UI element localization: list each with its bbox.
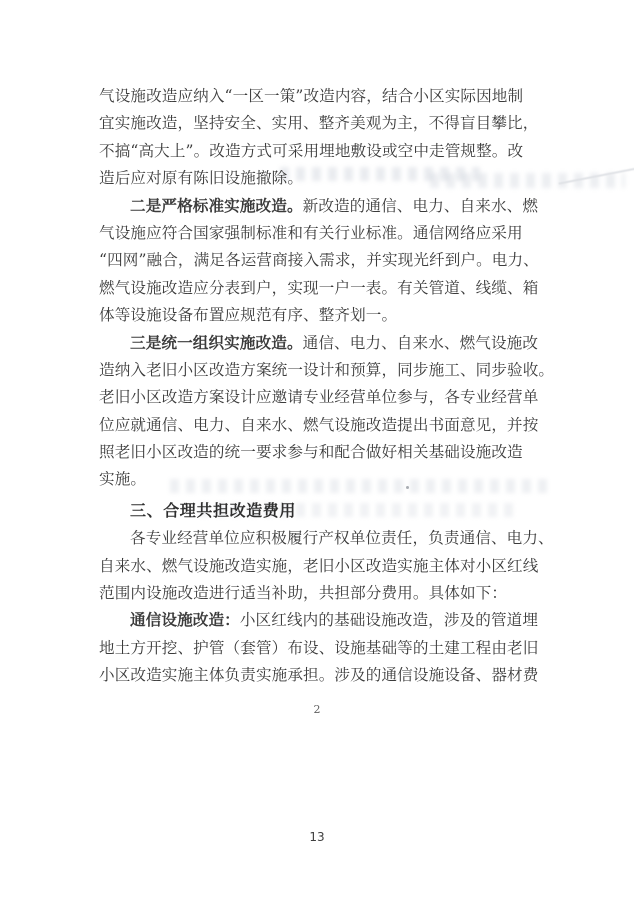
line-text: 新改造的通信、电力、自来水、燃 xyxy=(302,196,539,215)
line-text: “四网”融合，满足各运营商接入需求，并实现光纤到户。电力、 xyxy=(99,251,539,270)
line-text: 范围内设施改造进行适当补助，共担部分费用。具体如下： xyxy=(99,584,508,603)
body-line xyxy=(99,329,559,356)
line-text: 各专业经营单位应积极履行产权单位责任，负责通信、电力、 xyxy=(130,529,554,548)
body-line xyxy=(99,109,559,136)
body-line xyxy=(99,246,559,273)
body-line xyxy=(99,383,559,410)
body-line xyxy=(99,301,559,328)
body-line xyxy=(99,524,559,551)
body-line xyxy=(99,164,559,191)
body-line xyxy=(99,411,559,438)
line-text: 气设施改造应纳入“一区一策”改造内容，结合小区实际因地制 xyxy=(99,87,524,105)
bold-lead: 二是严格标准实施改造。 xyxy=(130,195,303,215)
body-line xyxy=(99,356,559,383)
line-text: 地土方开挖、护管（套管）布设、设施基础等的土建工程由老旧 xyxy=(99,638,539,657)
heading-text: 三、合理共担改造费用 xyxy=(130,500,297,520)
line-text: 体等设施设备布置应规范有序、整齐划一。 xyxy=(99,306,398,325)
body-line xyxy=(99,661,559,688)
line-text: 实施。 xyxy=(99,470,147,489)
body-line xyxy=(99,606,559,633)
body-line xyxy=(99,438,559,465)
bold-lead: 三是统一组织实施改造。 xyxy=(130,332,303,352)
line-text: 自来水、燃气设施改造实施，老旧小区改造实施主体对小区红线 xyxy=(99,556,539,575)
body-line xyxy=(99,552,559,579)
body-line xyxy=(99,82,559,109)
line-text: 气设施应符合国家强制标准和有关行业标准。通信网络应采用 xyxy=(99,223,523,242)
body-line xyxy=(99,219,559,246)
body-line xyxy=(99,192,559,219)
bold-lead: 通信设施改造： xyxy=(130,610,240,630)
body-line xyxy=(99,465,559,492)
body-line xyxy=(99,634,559,661)
scanned-page-number: 2 xyxy=(313,703,321,716)
scan-streak-artifact xyxy=(559,167,634,184)
document-body xyxy=(99,82,559,689)
line-text: 通信、电力、自来水、燃气设施改 xyxy=(302,333,539,352)
line-text: 不搞“高大上”。改造方式可采用埋地敷设或空中走管规整。改 xyxy=(99,141,524,160)
line-text: 小区红线内的基础设施改造，涉及的管道埋 xyxy=(239,611,539,630)
body-line xyxy=(99,274,559,301)
body-line xyxy=(99,579,559,606)
body-line xyxy=(99,137,559,164)
line-text: 老旧小区改造方案设计应邀请专业经营单位参与，各专业经营单 xyxy=(99,388,539,407)
outer-page-number: 13 xyxy=(309,830,325,844)
section-heading xyxy=(99,497,559,524)
line-text: 造后应对原有陈旧设施撤除。 xyxy=(99,169,304,188)
line-text: 小区改造实施主体负责实施承担。涉及的通信设施设备、器材费 xyxy=(99,666,539,685)
line-text: 宜实施改造，坚持安全、实用、整齐美观为主，不得盲目攀比， xyxy=(99,114,539,133)
line-text: 照老旧小区改造的统一要求参与和配合做好相关基础设施改造 xyxy=(99,443,523,462)
line-text: 燃气设施改造应分表到户，实现一户一表。有关管道、线缆、箱 xyxy=(99,278,539,297)
line-text: 位应就通信、电力、自来水、燃气设施改造提出书面意见，并按 xyxy=(99,415,539,434)
line-text: 造纳入老旧小区改造方案统一设计和预算，同步施工、同步验收。 xyxy=(99,360,555,379)
